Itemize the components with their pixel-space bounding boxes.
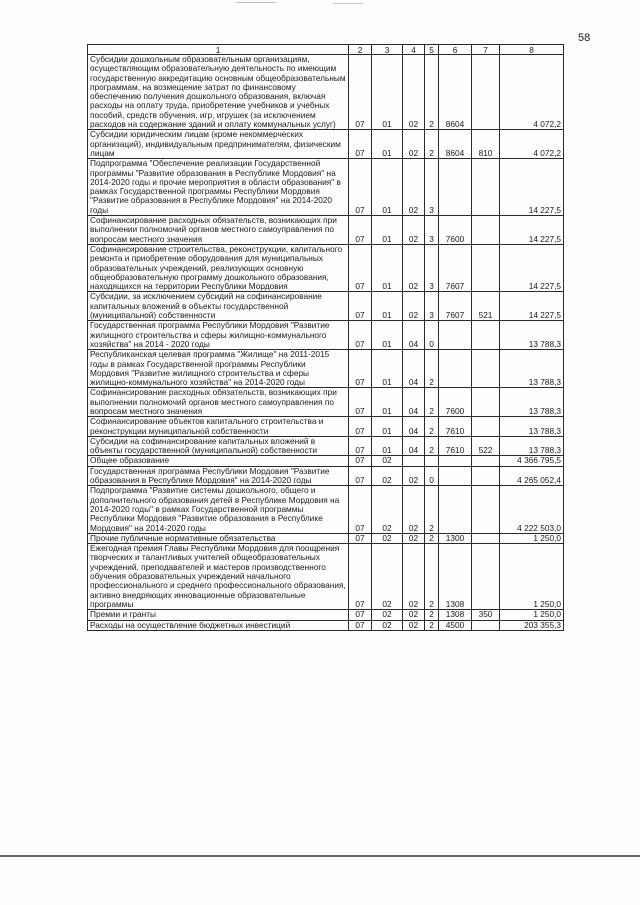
row-cell: 02 [403, 533, 425, 543]
row-cell: 07 [349, 159, 372, 216]
table-row [88, 533, 564, 543]
row-cell [472, 456, 500, 466]
row-cell: 2 [425, 620, 439, 630]
row-cell: 521 [472, 292, 500, 321]
row-cell: 07 [349, 130, 372, 159]
row-cell [472, 466, 500, 486]
table-row [88, 159, 564, 216]
row-cell: 13 788,3 [500, 417, 564, 437]
row-cell: 2 [425, 533, 439, 543]
row-description: Государственная программа Республики Мордовия "Развитие жилищного строительства и сферы жилищно-коммунального хозяйства" на 2014 - 2020 годы [88, 321, 349, 350]
table-row [88, 130, 564, 159]
row-cell [439, 486, 472, 533]
row-cell [472, 55, 500, 130]
row-cell: 02 [372, 486, 403, 533]
row-cell: 04 [403, 417, 425, 437]
row-cell: 07 [349, 456, 372, 466]
row-cell: 1308 [439, 610, 472, 620]
row-cell: 1308 [439, 544, 472, 610]
column-header: 5 [425, 45, 439, 55]
row-cell [403, 456, 425, 466]
row-cell: 07 [349, 55, 372, 130]
row-cell: 1 250,0 [500, 533, 564, 543]
page-number: 58 [578, 32, 591, 44]
row-cell: 07 [349, 417, 372, 437]
column-header: 3 [372, 45, 403, 55]
row-cell: 04 [403, 436, 425, 456]
row-cell: 02 [403, 216, 425, 245]
row-cell: 4 072,2 [500, 130, 564, 159]
row-cell: 2 [425, 417, 439, 437]
row-cell [439, 456, 472, 466]
row-cell: 01 [372, 292, 403, 321]
row-cell: 0 [425, 321, 439, 350]
table-row [88, 456, 564, 466]
row-cell: 01 [372, 55, 403, 130]
header-row [88, 45, 564, 55]
row-cell: 07 [349, 533, 372, 543]
row-description: Подпрограмма "Обеспечение реализации Государственной программы "Развитие образования в Республике Мордовия" на 2014-2020 годы и прочие мероприятия в области образования" в рамках Государственной программы Республики Мордовия "Развитие образования в Республике Мордовия" на 2014-2020 годы [88, 159, 349, 216]
row-cell: 01 [372, 159, 403, 216]
row-description: Подпрограмма "Развитие системы дошкольного, общего и дополнительного образования детей в Республике Мордовия на 2014-2020 годы" в рамках Государственной программы Республики Мордовия "Развитие образования в Республике Мордовия" на 2014-2020 годы [88, 486, 349, 533]
row-cell: 14 227,5 [500, 244, 564, 291]
row-cell: 7600 [439, 388, 472, 417]
row-cell: 02 [403, 486, 425, 533]
row-cell [439, 159, 472, 216]
row-cell: 7610 [439, 417, 472, 437]
row-cell: 3 [425, 244, 439, 291]
row-description: Софинансирование объектов капитального строительства и реконструкции муниципальной собственности [88, 417, 349, 437]
row-cell: 07 [349, 216, 372, 245]
row-cell: 8604 [439, 130, 472, 159]
row-cell [425, 456, 439, 466]
row-description: Софинансирование строительства, реконструкции, капитального ремонта и приобретение оборудования для муниципальных образовательных учреждений, реализующих основную общеобразовательную программу дошкольного образования, находящихся на территории Республики Мордовия [88, 244, 349, 291]
row-cell: 07 [349, 610, 372, 620]
row-cell: 2 [425, 436, 439, 456]
row-cell: 3 [425, 216, 439, 245]
row-description: Общее образование [88, 456, 349, 466]
row-cell: 13 788,3 [500, 350, 564, 388]
row-cell: 07 [349, 436, 372, 456]
row-description: Софинансирование расходных обязательств, возникающих при выполнении полномочий органов местного самоуправления по вопросам местного значения [88, 388, 349, 417]
scan-artifact [236, 2, 276, 3]
table-row [88, 350, 564, 388]
table-row [88, 388, 564, 417]
row-cell: 04 [403, 350, 425, 388]
row-cell: 01 [372, 321, 403, 350]
row-cell: 7600 [439, 216, 472, 245]
row-cell: 02 [403, 610, 425, 620]
row-description: Республиканская целевая программа "Жилище" на 2011-2015 годы в рамках Государственной программы Республики Мордовия "Развитие жилищного строительства и сферы жилищно-коммунального хозяйства" на 2014-2020 годы [88, 350, 349, 388]
row-cell: 02 [372, 620, 403, 630]
row-cell: 01 [372, 350, 403, 388]
row-cell [472, 244, 500, 291]
table-row [88, 417, 564, 437]
table-row [88, 466, 564, 486]
row-cell: 01 [372, 244, 403, 291]
row-description: Расходы на осуществление бюджетных инвестиций [88, 620, 349, 630]
row-cell: 4 366 795,5 [500, 456, 564, 466]
table-row [88, 321, 564, 350]
table-row [88, 436, 564, 456]
row-cell: 2 [425, 486, 439, 533]
column-header: 6 [439, 45, 472, 55]
row-cell: 02 [403, 130, 425, 159]
row-cell [439, 466, 472, 486]
row-cell [472, 388, 500, 417]
row-cell: 07 [349, 388, 372, 417]
row-description: Субсидии, за исключением субсидий на софинансирование капитальных вложений в объекты государственной (муниципальной) собственности [88, 292, 349, 321]
row-cell: 01 [372, 436, 403, 456]
row-description: Субсидии на софинансирование капитальных вложений в объекты государственной (муниципальной) собственности [88, 436, 349, 456]
row-cell: 02 [372, 610, 403, 620]
row-description: Субсидии дошкольным образовательным организациям, осуществляющим образовательную деятельность по имеющим государственную аккредитацию основным общеобразовательным программам, на возмещение затрат по финансовому обеспечению получения дошкольного образования, включая расходы на оплату труда, приобретение учебников и учебных пособий, средств обучения, игр, игрушек (за исключением расходов на содержание зданий и оплату коммунальных услуг) [88, 55, 349, 130]
row-cell: 02 [403, 466, 425, 486]
row-cell: 203 355,3 [500, 620, 564, 630]
row-cell: 2 [425, 544, 439, 610]
row-cell: 4 072,2 [500, 55, 564, 130]
table-row [88, 244, 564, 291]
row-description: Софинансирование расходных обязательств, возникающих при выполнении полномочий органов местного самоуправления по вопросам местного значения [88, 216, 349, 245]
row-cell: 4500 [439, 620, 472, 630]
row-cell [472, 544, 500, 610]
row-cell: 07 [349, 544, 372, 610]
row-description: Прочие публичные нормативные обязательства [88, 533, 349, 543]
row-cell: 3 [425, 292, 439, 321]
row-cell: 01 [372, 130, 403, 159]
row-cell [439, 350, 472, 388]
row-cell: 350 [472, 610, 500, 620]
row-cell: 4 265 052,4 [500, 466, 564, 486]
row-cell: 13 788,3 [500, 388, 564, 417]
row-cell: 14 227,5 [500, 159, 564, 216]
table-row [88, 544, 564, 610]
row-cell [472, 533, 500, 543]
row-cell: 3 [425, 159, 439, 216]
row-cell: 07 [349, 244, 372, 291]
row-cell: 4 222 503,0 [500, 486, 564, 533]
row-cell: 02 [372, 533, 403, 543]
row-cell: 0 [425, 466, 439, 486]
row-cell: 02 [403, 55, 425, 130]
table-row [88, 486, 564, 533]
row-cell: 2 [425, 610, 439, 620]
row-cell [472, 321, 500, 350]
row-cell [472, 620, 500, 630]
table-row [88, 620, 564, 630]
row-cell: 07 [349, 466, 372, 486]
column-header: 1 [88, 45, 349, 55]
table-row [88, 55, 564, 130]
row-description: Ежегодная премия Главы Республики Мордовия для поощрения творческих и талантливых учителей общеобразовательных учреждений, преподавателей и мастеров производственного обучения образовательных учреждений начального профессионального и среднего профессионального образования, активно внедряющих инновационные образовательные программы [88, 544, 349, 610]
row-cell: 01 [372, 216, 403, 245]
column-header: 2 [349, 45, 372, 55]
row-cell: 522 [472, 436, 500, 456]
scan-line [0, 855, 640, 857]
row-cell: 01 [372, 388, 403, 417]
row-cell [472, 216, 500, 245]
table-row [88, 216, 564, 245]
row-cell: 2 [425, 388, 439, 417]
row-cell: 14 227,5 [500, 216, 564, 245]
row-cell [472, 350, 500, 388]
row-cell: 07 [349, 620, 372, 630]
row-cell: 1300 [439, 533, 472, 543]
row-cell: 7607 [439, 292, 472, 321]
row-cell: 13 788,3 [500, 321, 564, 350]
row-description: Субсидии юридическим лицам (кроме некоммерческих организаций), индивидуальным предпринимателям, физическим лицам [88, 130, 349, 159]
row-cell: 07 [349, 321, 372, 350]
row-cell: 02 [372, 466, 403, 486]
row-description: Государственная программа Республики Мордовия "Развитие образования в Республике Мордовия" на 2014-2020 годы [88, 466, 349, 486]
column-header: 7 [472, 45, 500, 55]
row-cell: 1 250,0 [500, 610, 564, 620]
row-cell: 07 [349, 292, 372, 321]
row-cell: 04 [403, 388, 425, 417]
row-cell [472, 159, 500, 216]
row-cell: 02 [403, 620, 425, 630]
table-row [88, 610, 564, 620]
row-cell [439, 321, 472, 350]
row-cell: 13 788,3 [500, 436, 564, 456]
row-cell: 02 [403, 244, 425, 291]
row-cell: 07 [349, 486, 372, 533]
row-cell: 2 [425, 350, 439, 388]
row-cell: 8604 [439, 55, 472, 130]
row-cell: 14 227,5 [500, 292, 564, 321]
column-header: 4 [403, 45, 425, 55]
row-cell: 04 [403, 321, 425, 350]
row-cell: 07 [349, 350, 372, 388]
row-cell: 1 250,0 [500, 544, 564, 610]
row-cell: 7610 [439, 436, 472, 456]
row-cell [472, 486, 500, 533]
row-cell: 810 [472, 130, 500, 159]
row-cell: 2 [425, 130, 439, 159]
row-cell: 02 [403, 292, 425, 321]
row-cell: 02 [403, 159, 425, 216]
row-cell: 01 [372, 417, 403, 437]
budget-table [87, 44, 564, 631]
row-cell [472, 417, 500, 437]
row-cell: 2 [425, 55, 439, 130]
row-cell: 7607 [439, 244, 472, 291]
column-header: 8 [500, 45, 564, 55]
row-cell: 02 [372, 544, 403, 610]
scan-artifact [333, 3, 363, 4]
row-cell: 02 [403, 544, 425, 610]
row-cell: 02 [372, 456, 403, 466]
row-description: Премии и гранты [88, 610, 349, 620]
table-row [88, 292, 564, 321]
